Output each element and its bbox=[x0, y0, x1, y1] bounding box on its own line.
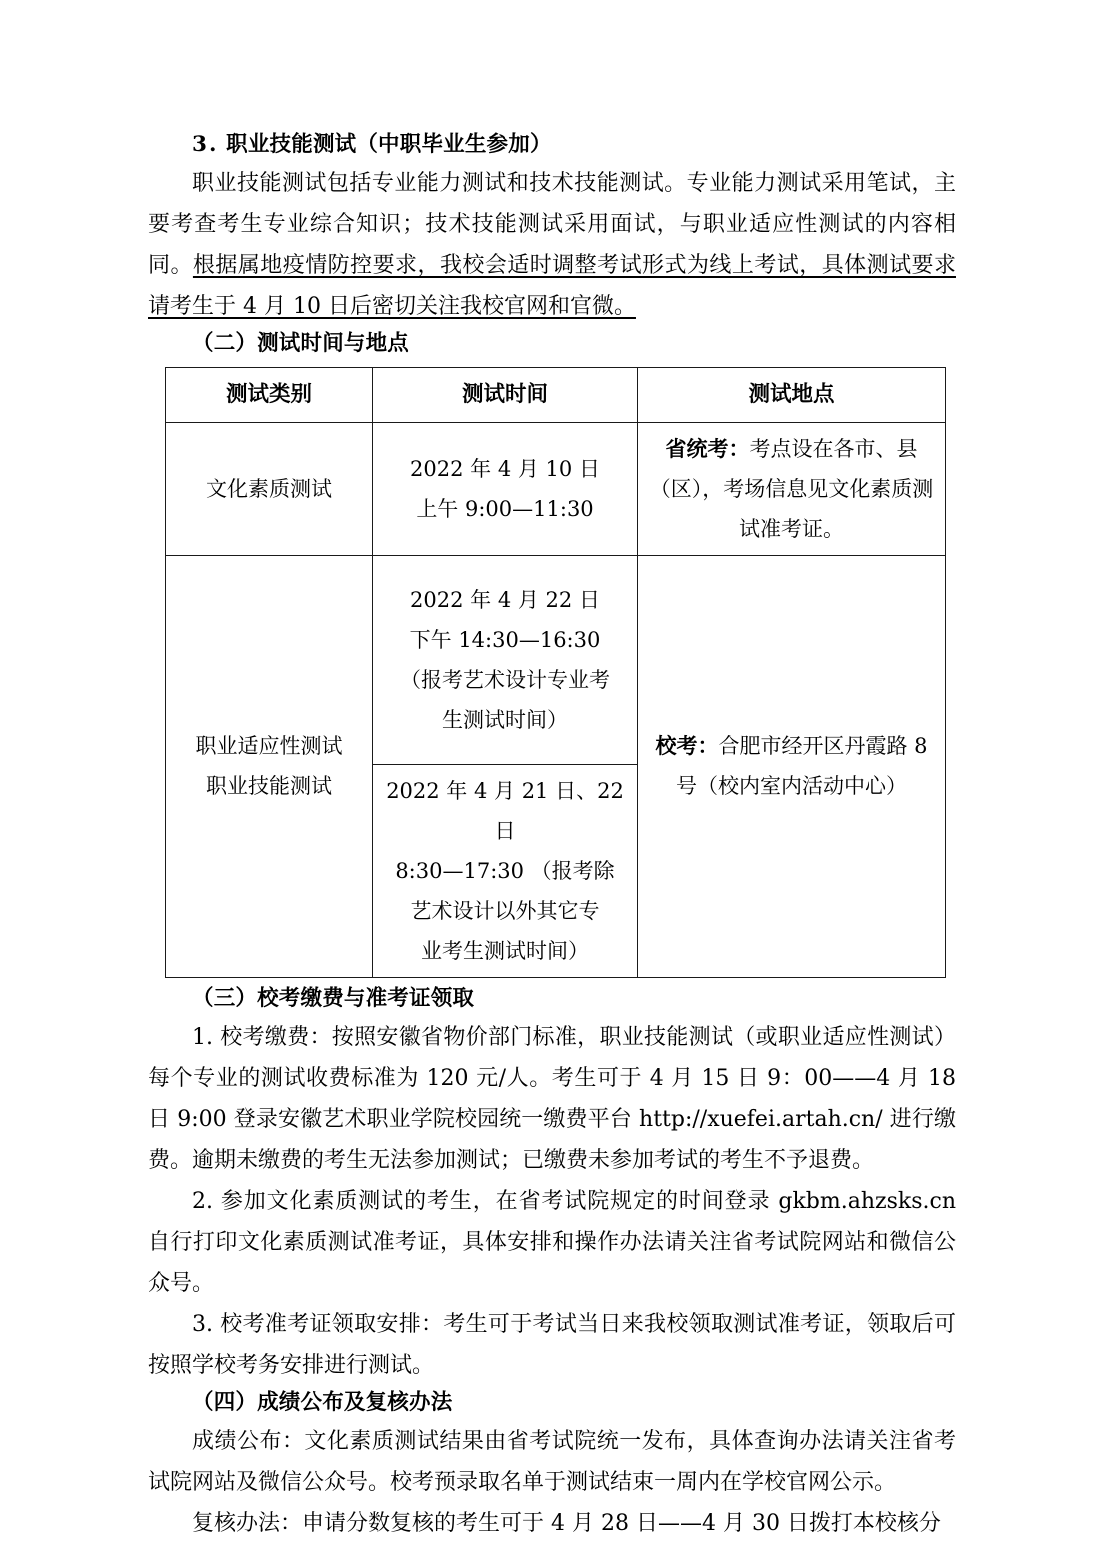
row2a-line-4: 生测试时间） bbox=[442, 707, 568, 732]
table-row bbox=[166, 422, 946, 555]
row1-place-label: 省统考： bbox=[665, 436, 750, 461]
row2-time-block-2 bbox=[373, 764, 638, 977]
row2-place-label: 校考： bbox=[655, 734, 719, 759]
row1-time-line-2: 上午 9:00—11:30 bbox=[416, 496, 594, 521]
row2a-line-3: （报考艺术设计专业考 bbox=[400, 667, 610, 692]
row2b-line-1: 2022 年 4 月 21 日、22 日 bbox=[386, 778, 624, 843]
row1-time bbox=[373, 422, 638, 555]
table-header-category: 测试类别 bbox=[166, 367, 373, 422]
row2-place bbox=[638, 555, 946, 977]
row1-place bbox=[638, 422, 946, 555]
row2b-line-4: 业考生测试时间） bbox=[421, 938, 589, 963]
table-header-place: 测试地点 bbox=[638, 367, 946, 422]
row2-category bbox=[166, 555, 373, 977]
row2b-line-3: 艺术设计以外其它专 bbox=[410, 898, 600, 923]
row2-category-line-2: 职业技能测试 bbox=[206, 774, 332, 799]
row2-time-block-1 bbox=[373, 555, 638, 764]
row2-place-text: 合肥市经开区丹霞路 8 号（校内室内活动中心） bbox=[676, 734, 928, 799]
section-3-paragraph-underlined: 根据属地疫情防控要求，我校会适时调整考试形式为线上考试，具体测试要求请考生于 4 月 10 日后密切关注我校官网和官微。 bbox=[148, 253, 956, 320]
section-four-heading: （四）成绩公布及复核办法 bbox=[192, 1389, 453, 1415]
row1-place-text: 考点设在各市、县（区），考场信息见文化素质测试准考证。 bbox=[649, 436, 934, 541]
section-four-paragraph-1: 成绩公布：文化素质测试结果由省考试院统一发布，具体查询办法请关注省考试院网站及微信公众号。校考预录取名单于测试结束一周内在学校官网公示。 bbox=[148, 1429, 956, 1496]
table-header-time: 测试时间 bbox=[373, 367, 638, 422]
row1-category: 文化素质测试 bbox=[166, 422, 373, 555]
section-3-heading bbox=[148, 128, 956, 161]
section-3-title: 职业技能测试（中职毕业生参加） bbox=[226, 132, 552, 157]
section-two-heading: （二）测试时间与地点 bbox=[192, 331, 410, 357]
row2b-line-2: 8:30—17:30 （报考除 bbox=[395, 858, 615, 883]
section-3-paragraph bbox=[148, 163, 956, 327]
section-3-number: 3. bbox=[192, 132, 219, 157]
table-row bbox=[166, 555, 946, 764]
page-content bbox=[148, 128, 956, 1544]
section-four-paragraph-2: 复核办法：申请分数复核的考生可于 4 月 28 日——4 月 30 日拨打本校核分 bbox=[192, 1511, 941, 1537]
section-3-paragraph-plain: 职业技能测试包括专业能力测试和技术技能测试。专业能力测试采用笔试，主要考查考生专业综合知识；技术技能测试采用面试，与职业适应性测试的内容相同。 bbox=[148, 171, 956, 279]
row1-time-line-1: 2022 年 4 月 10 日 bbox=[410, 456, 600, 481]
exam-schedule-table bbox=[165, 367, 946, 978]
row2a-line-1: 2022 年 4 月 22 日 bbox=[410, 587, 600, 612]
section-three-heading: （三）校考缴费与准考证领取 bbox=[192, 985, 475, 1011]
section-three-item-2: 2. 参加文化素质测试的考生，在省考试院规定的时间登录 gkbm.ahzsks.cn 自行打印文化素质测试准考证，具体安排和操作办法请关注省考试院网站和微信公众号。 bbox=[148, 1188, 956, 1296]
section-three-item-3: 3. 校考准考证领取安排：考生可于考试当日来我校领取测试准考证，领取后可按照学校考务安排进行测试。 bbox=[148, 1311, 956, 1378]
row2a-line-2: 下午 14:30—16:30 bbox=[409, 627, 601, 652]
row2-category-line-1: 职业适应性测试 bbox=[195, 734, 343, 759]
table-header-row bbox=[166, 367, 946, 422]
section-three-item-1: 1. 校考缴费：按照安徽省物价部门标准，职业技能测试（或职业适应性测试）每个专业的测试收费标准为 120 元/人。考生可于 4 月 15 日 9：00——4 月 18 日 9:00 登录安徽艺术职业学院校园统一缴费平台 http://xuefei.artah.cn/ 进行缴费。逾期未缴费的考生无法参加测试；已缴费未参加考试的考生不予退费。 bbox=[148, 1024, 956, 1173]
